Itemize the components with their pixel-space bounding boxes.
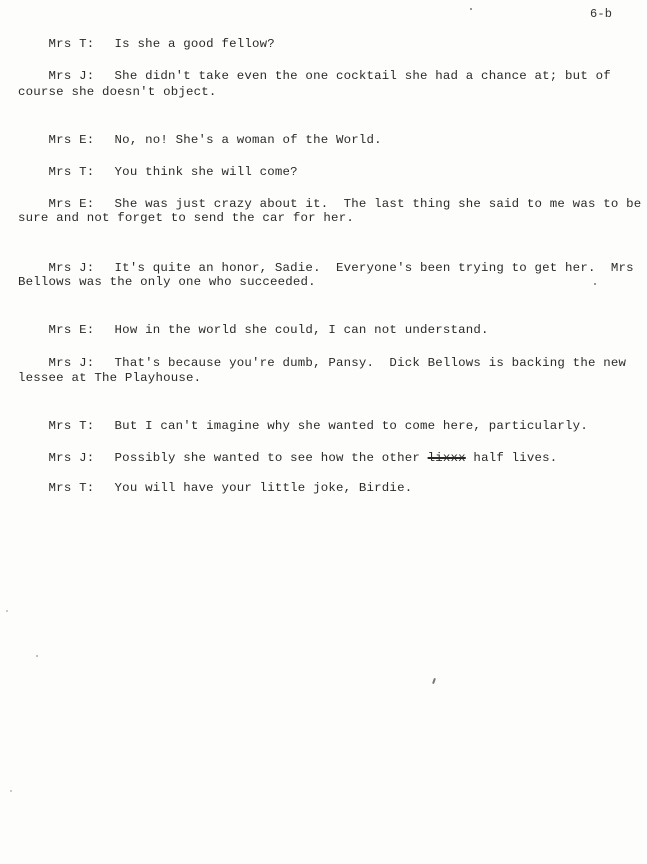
struck-out-text: lixxx: [427, 451, 466, 465]
dialogue-line: [18, 339, 627, 370]
dialogue-line: [18, 180, 642, 211]
dialogue-text: How in the world she could, I can not understand.: [114, 323, 489, 337]
dialogue-text: Possibly she wanted to see how the other: [114, 451, 428, 465]
dialogue-text: You will have your little joke, Birdie.: [114, 481, 413, 495]
dialogue-line: [18, 434, 558, 465]
speaker-label: Mrs T:: [48, 481, 95, 495]
dialogue-text: She didn't take even the one cocktail she had a chance at; but of: [114, 69, 611, 83]
dialogue-continuation: course she doesn't object.: [18, 85, 217, 99]
dialogue-line: [18, 464, 413, 495]
dialogue-text: half lives.: [465, 451, 558, 465]
dialogue-line: [18, 402, 588, 433]
paper-speck: [432, 678, 436, 684]
dialogue-continuation: Bellows was the only one who succeeded.: [18, 275, 316, 289]
dialogue-continuation: lessee at The Playhouse.: [18, 371, 202, 385]
dialogue-line: [18, 116, 382, 147]
dialogue-text: Is she a good fellow?: [114, 37, 275, 51]
paper-speck: [6, 610, 8, 612]
paper-speck: [470, 8, 472, 10]
dialogue-line: [18, 20, 275, 51]
paper-speck: [10, 790, 12, 792]
dialogue-line: [18, 52, 611, 83]
speaker-label: Mrs J:: [48, 356, 95, 370]
paper-speck: [36, 655, 38, 657]
dialogue-line: [18, 306, 489, 337]
dialogue-text: You think she will come?: [114, 165, 298, 179]
page-number: 6-b: [590, 7, 613, 21]
speaker-label: Mrs E:: [48, 133, 95, 147]
speaker-label: Mrs E:: [48, 197, 95, 211]
dialogue-line: [18, 148, 298, 179]
speaker-label: Mrs J:: [48, 69, 95, 83]
speaker-label: Mrs T:: [48, 37, 95, 51]
dialogue-text: She was just crazy about it. The last thing she said to me was to be: [114, 197, 642, 211]
dialogue-continuation: sure and not forget to send the car for her.: [18, 211, 354, 225]
dialogue-line: [18, 244, 634, 275]
dialogue-text: No, no! She's a woman of the World.: [114, 133, 382, 147]
speaker-label: Mrs T:: [48, 165, 95, 179]
dialogue-text: It's quite an honor, Sadie. Everyone's been trying to get her. Mrs: [114, 261, 634, 275]
dialogue-text: But I can't imagine why she wanted to come here, particularly.: [114, 419, 588, 433]
paper-speck: [594, 283, 596, 285]
speaker-label: Mrs J:: [48, 261, 95, 275]
speaker-label: Mrs E:: [48, 323, 95, 337]
dialogue-text: That's because you're dumb, Pansy. Dick Bellows is backing the new: [114, 356, 627, 370]
speaker-label: Mrs T:: [48, 419, 95, 433]
speaker-label: Mrs J:: [48, 451, 95, 465]
